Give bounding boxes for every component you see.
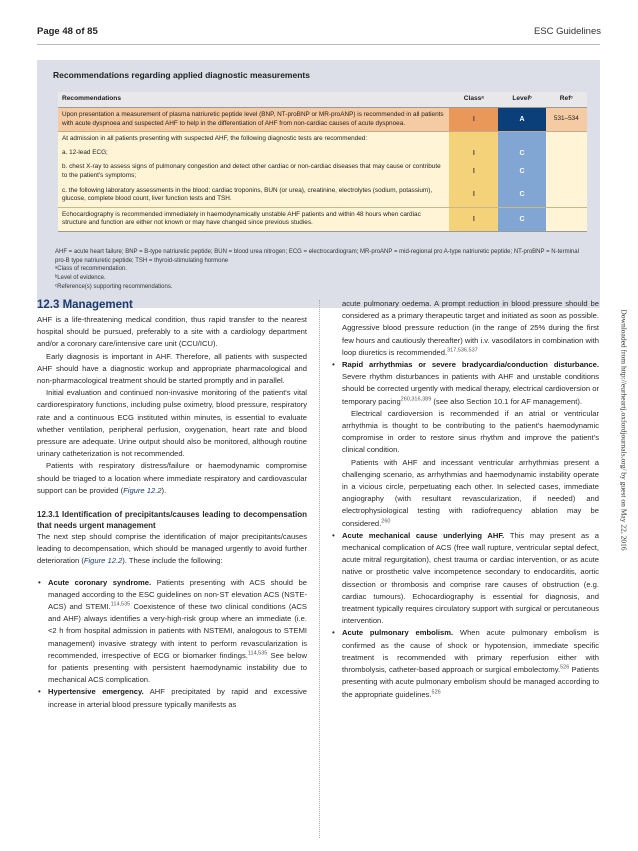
bullet-icon: • <box>332 360 335 370</box>
right-column <box>331 298 599 701</box>
table-row <box>58 146 587 161</box>
ref-cell: 531–534 <box>546 108 587 132</box>
level-cell: C <box>498 146 545 161</box>
col-ref: Refᶜ <box>546 92 587 108</box>
table-footnotes <box>55 248 585 291</box>
page-number: Page 48 of 85 <box>37 26 98 37</box>
rec-text: Echocardiography is recommended immediately in haemodynamically unstable AHF patients and within 48 hours when cardiac structure and function are either not known or may have changed since previous studies. <box>58 207 449 231</box>
paragraph: acute pulmonary oedema. A prompt reduction in blood pressure should be considered as a primary therapeutic target and initiated as soon as possible. Aggressive blood pressure reduction (in the range of 25% during the first few hours and cautiously thereafter) with i.v. vasodilators in combination with loop diuretics is recommended.$^{317,536,537}$ <box>342 299 599 357</box>
col-recommendations: Recommendations <box>58 92 449 108</box>
list-item: • Acute pulmonary embolism. When acute pulmonary embolism is confirmed as the cause of shock or hypotension, immediate specific treatment is recommended with primary reperfusion either with thrombolysis, catheter-based approach or surgical embolectomy.$^{526}$ Patients presenting with acute pulmonary embolism should be managed according to the appropriate guidelines.$^{526}$ <box>332 628 599 699</box>
footnote-b: ᵇLevel of evidence. <box>55 275 106 282</box>
page-header <box>37 26 601 40</box>
subsection-heading: 12.3.1 Identification of precipitants/causes leading to decompensation that needs urgent management <box>37 510 307 530</box>
paragraph: Electrical cardioversion is recommended if an atrial or ventricular arrhythmia is thought to be contributing to the patient's haemodynamic compromise in order to restore sinus rhythm and improve the patient's clinical condition. <box>342 408 599 455</box>
header-divider <box>37 44 600 45</box>
list-item: • Acute mechanical cause underlying AHF. This may present as a mechanical complication of ACS (free wall rupture, ventricular septal defect, acute mitral regurgitation), chest trauma or cardiac intervention, or as acute native or prosthetic valve incompetence secondary to endocarditis, aortic dissection or thrombosis and comprise rare causes of obstruction (e.g. cardiac tumours). Echocardiography is essential for diagnosis, and treatment typically requires circulatory support with surgical or percutaneous intervention. <box>332 530 599 626</box>
rec-text: b. chest X-ray to assess signs of pulmonary congestion and detect other cardiac or non-cardiac diseases that may cause or contribute to the patient's symptoms; <box>58 161 449 184</box>
bullet-icon: • <box>38 577 41 587</box>
table-row <box>58 108 587 132</box>
recommendations-box <box>37 60 600 308</box>
paragraph: Early diagnosis is important in AHF. Therefore, all patients with suspected AHF should have a diagnostic workup and appropriate pharmacological and non-pharmacological treatment should be started promptly and in parallel. <box>37 351 307 386</box>
footnote-abbreviations: AHF = acute heart failure; BNP = B-type natriuretic peptide; BUN = blood urea nitrogen; ECG = electrocardiogram; MR-proANP = mid-regional pro A-type natriuretic peptide; NT-proBNP = N-terminal pro-B type natriuretic peptide; TSH = thyroid-stimulating hormone <box>55 249 579 264</box>
col-level: Levelᵇ <box>498 92 545 108</box>
bullet-icon: • <box>332 530 335 540</box>
bullet-icon: • <box>332 628 335 638</box>
rec-text: At admission in all patients presenting with suspected AHF, the following diagnostic tests are recommended: <box>58 132 449 146</box>
class-cell: I <box>449 108 498 132</box>
level-cell: C <box>498 207 545 231</box>
section-heading-management: 12.3 Management <box>37 299 133 311</box>
class-cell: I <box>449 207 498 231</box>
rec-text: Upon presentation a measurement of plasma natriuretic peptide level (BNP, NT-proBNP or MR-proANP) is recommended in all patients with acute dyspnoea and suspected AHF to help in the differentiation of AHF from non-cardiac causes of acute dyspnoea. <box>58 108 449 132</box>
rec-text: c. the following laboratory assessments in the blood: cardiac troponins, BUN (or urea), creatinine, electrolytes (sodium, potassium), glucose, complete blood count, liver function tests and TSH. <box>58 184 449 208</box>
table-row <box>58 207 587 231</box>
class-cell: I <box>449 146 498 161</box>
column-divider <box>319 300 320 838</box>
list-item: • Rapid arrhythmias or severe bradycardia/conduction disturbance. Severe rhythm disturbances in patients with AHF and unstable conditions should be corrected urgently with medical therapy, electrical cardioversion or temporary pacing$^{260,316,389}$ (see also Section 10.1 for AF management). Electrical cardioversion is recommended if an atrial or ventricular arrhythmia is thought to be contributing to the patient's haemodynamic compromise in order to restore sinus rhythm and improve the patient's clinical condition. Patients with AHF and incessant ventricular arrhythmias present a challenging scenario, as arrhythmias and haemodynamic instability operate in a vicious circle, perpetuating each other. In selected cases, immediate angiography (with resultant revascularization, if needed) and electrophysiological testing with radiofrequency ablation may be considered.$^{260}$ <box>331 359 599 530</box>
precipitants-list <box>37 577 307 711</box>
journal-name: ESC Guidelines <box>533 26 601 37</box>
recommendations-table <box>58 92 587 232</box>
table-header-row <box>58 92 587 108</box>
paragraph: Patients with respiratory distress/failure or haemodynamic compromise should be triaged to a location where immediate respiratory and cardiovascular support can be provided (Figure 12.2). <box>37 461 307 495</box>
level-cell: A <box>498 108 545 132</box>
table-row <box>58 132 587 146</box>
paragraph: AHF is a life-threatening medical condition, thus rapid transfer to the nearest hospital should be pursued, preferably to a site with a cardiology department and/or a coronary care/intensive care unit (CCU/ICU). <box>37 315 307 349</box>
left-column <box>37 298 307 711</box>
paragraph: Initial evaluation and continued non-invasive monitoring of the patient's vital cardiorespiratory functions, including pulse oximetry, blood pressure, respiratory rate and a continuous ECG instituted within minutes, is essential to evaluate whether ventilation, peripheral perfusion, oxygenation, heart rate and blood pressure are adequate. Urine output should also be monitored, although routine urinary catheterization is not recommended. <box>37 388 307 459</box>
col-class: Classᵃ <box>449 92 498 108</box>
footnote-c: ᶜReference(s) supporting recommendations. <box>55 283 173 290</box>
paragraph: Patients with AHF and incessant ventricular arrhythmias present a challenging scenario, as arrhythmias and haemodynamic instability operate in a vicious circle, perpetuating each other. In selected cases, immediate angiography (with resultant revascularization, if needed) and electrophysiological testing with radiofrequency ablation may be considered.$^{260}$ <box>342 457 599 528</box>
bullet-icon: • <box>38 687 41 697</box>
recommendations-title: Recommendations regarding applied diagnostic measurements <box>53 70 310 80</box>
table-row <box>58 184 587 208</box>
level-cell: C <box>498 184 545 208</box>
figure-link[interactable]: Figure 12.2 <box>123 485 162 495</box>
class-cell: I <box>449 161 498 184</box>
table-row <box>58 161 587 184</box>
list-item: • Hypertensive emergency. AHF precipitated by rapid and excessive increase in arterial blood pressure typically manifests as <box>38 687 307 709</box>
level-cell: C <box>498 161 545 184</box>
list-item: • Acute coronary syndrome. Patients presenting with ACS should be managed according to the ESC guidelines on non-ST elevation ACS (NSTE-ACS) and STEMI.$^{114,535}$ Coexistence of these two clinical conditions (ACS and AHF) always identifies a very-high-risk group where an immediate (i.e. <2 h from hospital admission in patients with NSTEMI, analogous to STEMI management) invasive strategy with intent to perform revascularization is recommended, irrespective of ECG or biomarker findings.$^{114,535}$ See below for patients presenting with persistent haemodynamic instability due to mechanical ACS complication. <box>38 577 308 685</box>
precipitants-list-cont <box>331 359 599 701</box>
footnote-a: ᵃClass of recommendation. <box>55 266 127 273</box>
download-side-note: Downloaded from http://eurheartj.oxfordjournals.org/ by guest on May 22, 2016 <box>619 309 629 551</box>
class-cell: I <box>449 184 498 208</box>
figure-link[interactable]: Figure 12.2 <box>83 556 123 566</box>
paragraph: The next step should comprise the identification of major precipitants/causes leading to decompensation, which should be managed urgently to avoid further deterioration (Figure 12.2). These include the following: <box>37 532 307 566</box>
rec-text: a. 12-lead ECG; <box>58 146 449 161</box>
